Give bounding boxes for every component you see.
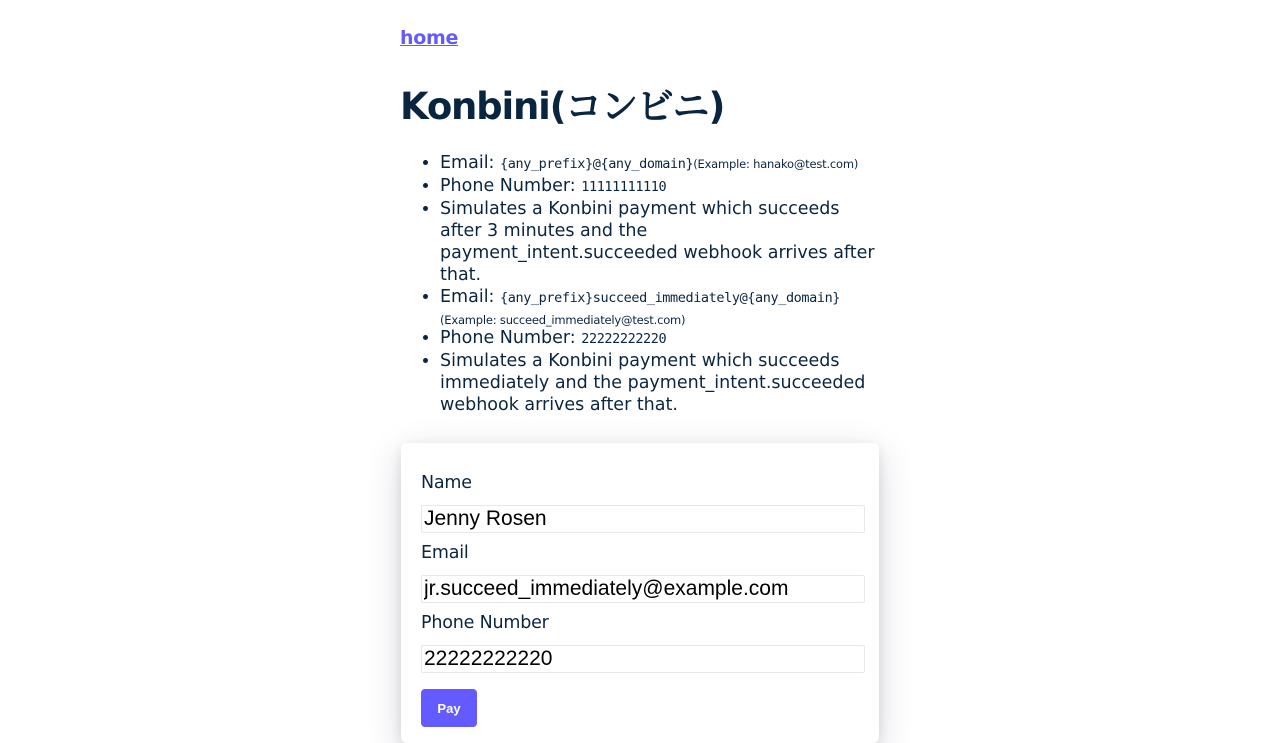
phone-input[interactable] xyxy=(421,645,865,673)
name-label: Name xyxy=(421,473,472,493)
email-pattern: {any_prefix}succeed_immediately@{any_domain} xyxy=(500,290,841,306)
payment-form xyxy=(401,443,879,743)
list-item-phone xyxy=(440,327,880,350)
email-pattern: {any_prefix}@{any_domain} xyxy=(500,156,694,172)
list-item-phone xyxy=(440,175,880,198)
list-item-email xyxy=(440,152,880,175)
pay-button[interactable]: Pay xyxy=(421,689,477,727)
email-input[interactable] xyxy=(421,575,865,603)
phone-pattern: 11111111110 xyxy=(581,179,667,195)
phone-prefix: Phone Number: xyxy=(440,176,582,196)
phone-label: Phone Number xyxy=(421,613,549,633)
home-link[interactable]: home xyxy=(400,27,459,49)
email-prefix: Email: xyxy=(440,153,501,173)
list-item-description: • Simulates a Konbini payment which succeeds immediately and the payment_intent.succeeded webhook arrives after that. xyxy=(440,350,880,416)
phone-pattern: 22222222220 xyxy=(581,331,667,347)
page-title: Konbini(コンビニ) xyxy=(400,85,725,128)
email-example: (Example: hanako@test.com) xyxy=(693,157,859,171)
email-label: Email xyxy=(421,543,469,563)
list-item-description: • Simulates a Konbini payment which succeeds after 3 minutes and the payment_intent.succeeded webhook arrives after that. xyxy=(440,198,880,286)
phone-prefix: Phone Number: xyxy=(440,328,582,348)
list-item-email xyxy=(440,286,880,327)
scenario-list-1 xyxy=(400,152,880,286)
email-example: (Example: succeed_immediately@test.com) xyxy=(440,313,686,327)
email-prefix: Email: xyxy=(440,287,501,307)
scenario-list-2 xyxy=(400,286,880,416)
name-input[interactable] xyxy=(421,505,865,533)
